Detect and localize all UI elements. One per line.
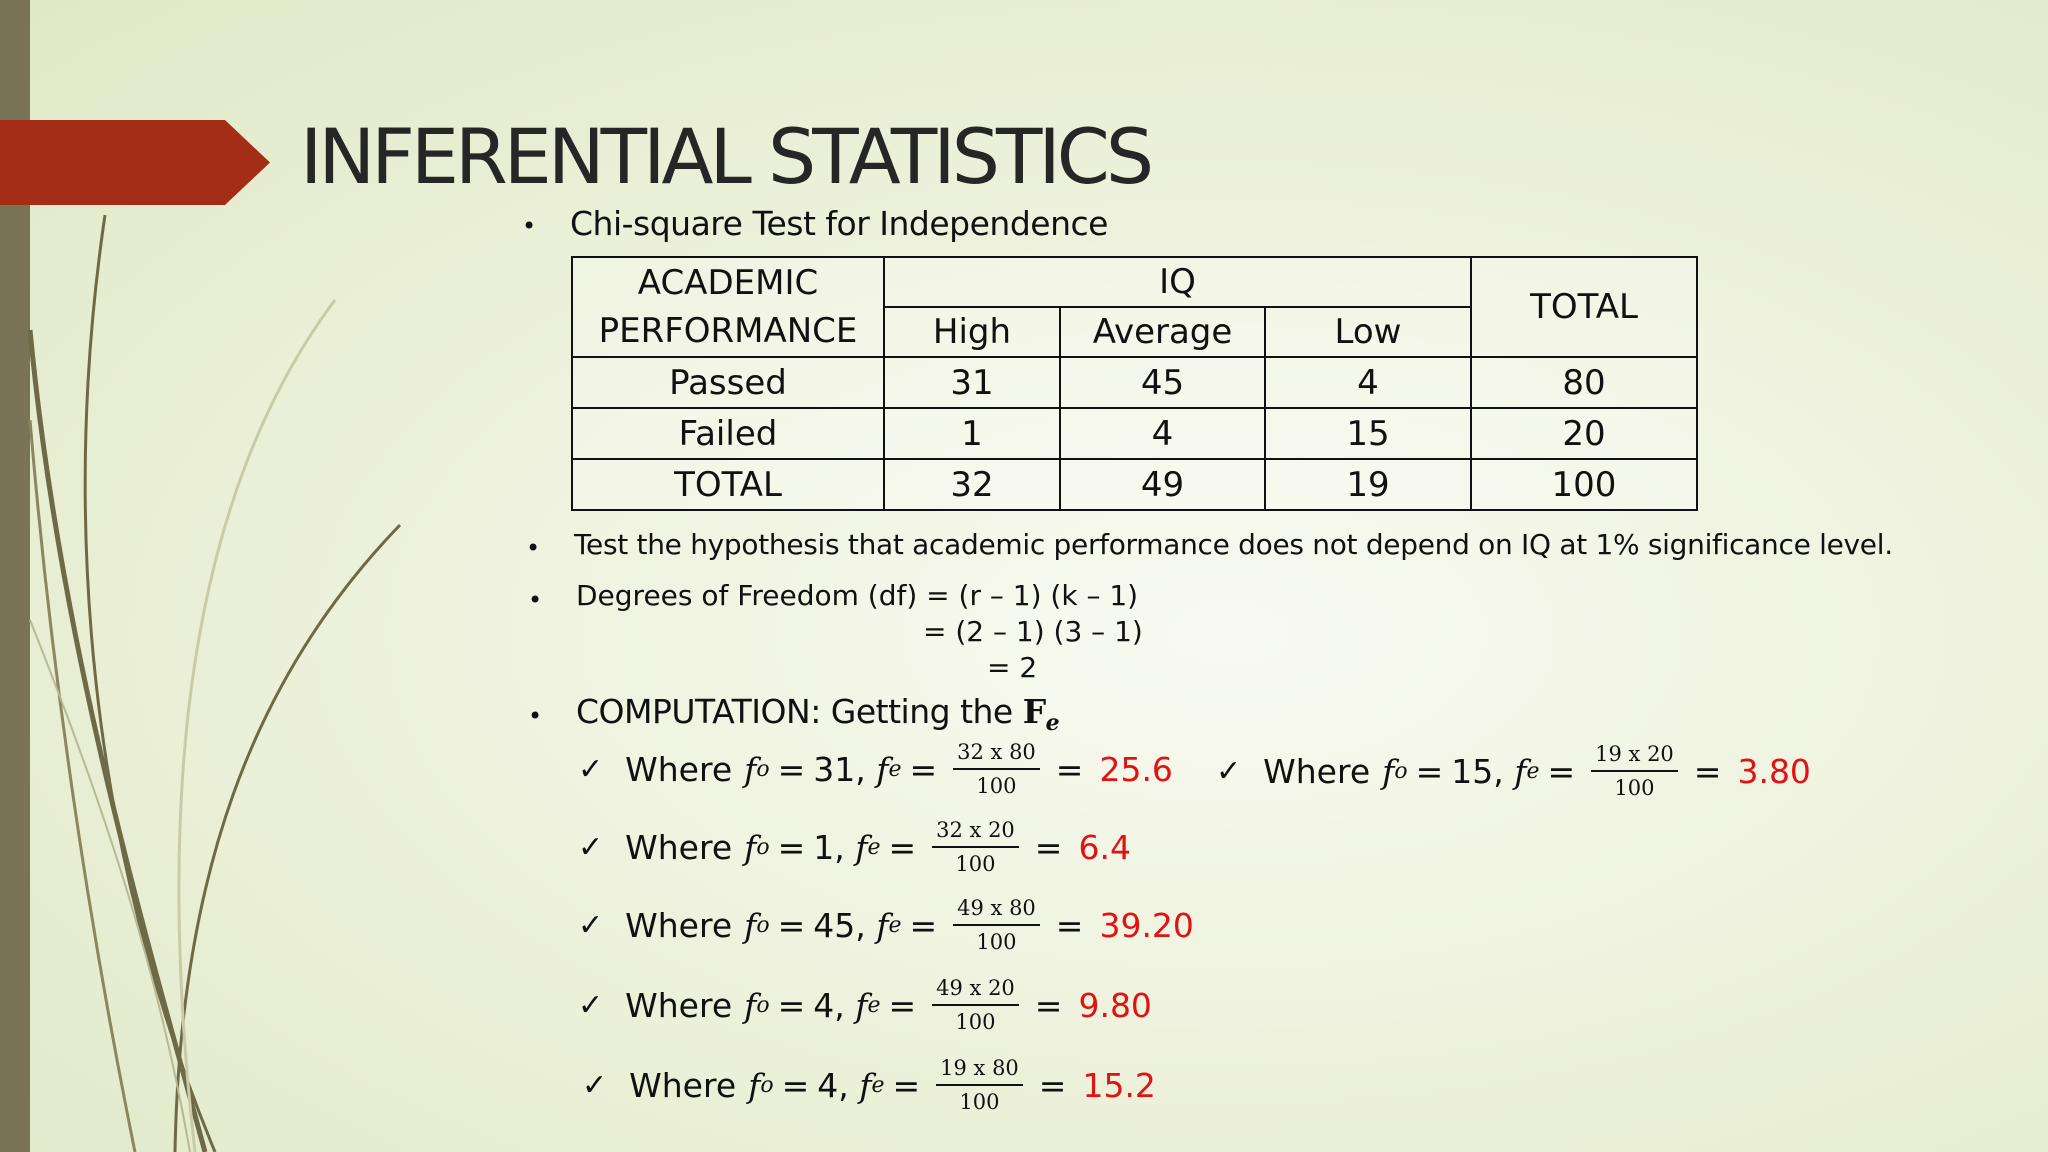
fo-symbol: f xyxy=(744,985,757,1025)
fraction-numerator: 19 x 20 xyxy=(1591,742,1678,772)
table-cell: 49 xyxy=(1060,459,1265,510)
df-line-1: Degrees of Freedom (df) = (r – 1) (k – 1) xyxy=(576,579,1139,612)
computation-row xyxy=(582,1056,1156,1114)
computation-row xyxy=(578,740,1173,798)
observed-frequency: 15 xyxy=(1451,751,1494,791)
computation-heading-text: COMPUTATION: Getting the xyxy=(576,692,1023,731)
contingency-table xyxy=(571,256,1698,511)
equals-sign: = xyxy=(892,1065,921,1105)
fo-symbol: f xyxy=(1382,751,1395,791)
equals-sign: = xyxy=(777,749,806,789)
df-line-3: = 2 xyxy=(987,651,1038,684)
equals-sign: = xyxy=(1034,827,1063,867)
equals-sign: = xyxy=(909,905,938,945)
fo-subscript: o xyxy=(756,834,770,860)
degrees-of-freedom xyxy=(576,578,1143,686)
equals-sign: = xyxy=(909,749,938,789)
fe-subscript: e xyxy=(888,912,902,938)
checkmark-icon: ✓ xyxy=(578,751,604,787)
fe-subscript: e xyxy=(1045,710,1060,736)
fraction-denominator: 100 xyxy=(1614,776,1655,800)
table-row xyxy=(572,459,1697,510)
bullet-dot: • xyxy=(522,212,537,240)
fraction-numerator: 49 x 80 xyxy=(953,896,1040,926)
fo-subscript: o xyxy=(760,1072,774,1098)
title-arrow-shape xyxy=(0,120,270,205)
comma: , xyxy=(855,905,877,945)
fe-subscript: e xyxy=(871,1072,885,1098)
table-cell: 4 xyxy=(1060,408,1265,459)
equals-sign: = xyxy=(777,985,806,1025)
expected-frequency-result: 9.80 xyxy=(1078,985,1152,1025)
fo-subscript: o xyxy=(756,912,770,938)
checkmark-icon: ✓ xyxy=(578,829,604,865)
row-label: TOTAL xyxy=(572,459,884,510)
hypothesis-text: Test the hypothesis that academic performance does not depend on IQ at 1% significance level. xyxy=(574,528,1893,561)
table-row xyxy=(572,408,1697,459)
computation-row xyxy=(578,896,1194,954)
row-label: Passed xyxy=(572,357,884,408)
fraction-numerator: 49 x 20 xyxy=(932,976,1019,1006)
computation-heading xyxy=(576,692,1059,736)
fe-symbol: f xyxy=(1514,751,1527,791)
column-header: Low xyxy=(1265,307,1471,357)
fraction-denominator: 100 xyxy=(955,1010,996,1034)
fe-symbol: F xyxy=(1022,692,1046,731)
computation-row xyxy=(578,818,1131,876)
fraction xyxy=(1591,742,1678,800)
fe-subscript: e xyxy=(888,756,902,782)
table-row xyxy=(572,357,1697,408)
column-header: Average xyxy=(1060,307,1265,357)
comma: , xyxy=(834,827,856,867)
fraction xyxy=(932,976,1019,1034)
fe-symbol: f xyxy=(855,827,868,867)
computation-row xyxy=(1216,742,1811,800)
fo-subscript: o xyxy=(1394,758,1408,784)
row-total: 20 xyxy=(1471,408,1697,459)
fraction-numerator: 32 x 20 xyxy=(932,818,1019,848)
equals-sign: = xyxy=(1547,751,1576,791)
row-total: 100 xyxy=(1471,459,1697,510)
observed-frequency: 45 xyxy=(813,905,856,945)
df-line-2: = (2 – 1) (3 – 1) xyxy=(923,615,1143,648)
equals-sign: = xyxy=(777,905,806,945)
equals-sign: = xyxy=(777,827,806,867)
fe-subscript: e xyxy=(867,834,881,860)
corner-line-2: PERFORMANCE xyxy=(598,311,858,351)
table-cell: 4 xyxy=(1265,357,1471,408)
comma: , xyxy=(1493,751,1515,791)
table-cell: 19 xyxy=(1265,459,1471,510)
slide-title: INFERENTIAL STATISTICS xyxy=(300,112,1151,201)
fraction-denominator: 100 xyxy=(976,774,1017,798)
row-label: Failed xyxy=(572,408,884,459)
where-label: Where xyxy=(625,749,733,789)
bullet-dot: • xyxy=(528,702,543,730)
fo-symbol: f xyxy=(744,905,757,945)
fraction-denominator: 100 xyxy=(976,930,1017,954)
table-cell: 15 xyxy=(1265,408,1471,459)
column-header: High xyxy=(884,307,1060,357)
expected-frequency-result: 39.20 xyxy=(1099,905,1194,945)
fo-subscript: o xyxy=(756,756,770,782)
fraction-numerator: 19 x 80 xyxy=(936,1056,1023,1086)
total-column-header: TOTAL xyxy=(1471,257,1697,357)
equals-sign: = xyxy=(1693,751,1722,791)
comma: , xyxy=(838,1065,860,1105)
where-label: Where xyxy=(625,985,733,1025)
fo-symbol: f xyxy=(744,827,757,867)
checkmark-icon: ✓ xyxy=(578,907,604,943)
fe-symbol: f xyxy=(855,985,868,1025)
fe-symbol: f xyxy=(876,749,889,789)
fraction xyxy=(932,818,1019,876)
fo-symbol: f xyxy=(748,1065,761,1105)
fe-symbol: f xyxy=(876,905,889,945)
table-cell: 32 xyxy=(884,459,1060,510)
equals-sign: = xyxy=(888,827,917,867)
observed-frequency: 4 xyxy=(813,985,835,1025)
equals-sign: = xyxy=(1415,751,1444,791)
iq-group-header: IQ xyxy=(884,257,1471,307)
expected-frequency-result: 3.80 xyxy=(1737,751,1811,791)
checkmark-icon: ✓ xyxy=(1216,753,1242,789)
checkmark-icon: ✓ xyxy=(578,987,604,1023)
equals-sign: = xyxy=(1034,985,1063,1025)
equals-sign: = xyxy=(781,1065,810,1105)
comma: , xyxy=(855,749,877,789)
fraction xyxy=(953,896,1040,954)
subheading: Chi-square Test for Independence xyxy=(570,204,1108,243)
where-label: Where xyxy=(629,1065,737,1105)
bullet-dot: • xyxy=(528,586,543,614)
checkmark-icon: ✓ xyxy=(582,1067,608,1103)
fe-subscript: e xyxy=(1526,758,1540,784)
observed-frequency: 4 xyxy=(817,1065,839,1105)
fraction-numerator: 32 x 80 xyxy=(953,740,1040,770)
computation-row xyxy=(578,976,1152,1034)
expected-frequency-result: 25.6 xyxy=(1099,749,1173,789)
fraction xyxy=(936,1056,1023,1114)
fraction-denominator: 100 xyxy=(959,1090,1000,1114)
where-label: Where xyxy=(1263,751,1371,791)
fe-symbol: f xyxy=(859,1065,872,1105)
where-label: Where xyxy=(625,905,733,945)
expected-frequency-result: 15.2 xyxy=(1082,1065,1156,1105)
equals-sign: = xyxy=(888,985,917,1025)
fraction-denominator: 100 xyxy=(955,852,996,876)
comma: , xyxy=(834,985,856,1025)
bullet-dot: • xyxy=(526,534,541,562)
fo-subscript: o xyxy=(756,992,770,1018)
corner-line-1: ACADEMIC xyxy=(637,263,819,303)
equals-sign: = xyxy=(1038,1065,1067,1105)
table-corner-header xyxy=(572,257,884,357)
row-total: 80 xyxy=(1471,357,1697,408)
equals-sign: = xyxy=(1055,749,1084,789)
fe-subscript: e xyxy=(867,992,881,1018)
observed-frequency: 31 xyxy=(813,749,856,789)
fo-symbol: f xyxy=(744,749,757,789)
table-cell: 1 xyxy=(884,408,1060,459)
table-cell: 45 xyxy=(1060,357,1265,408)
table-cell: 31 xyxy=(884,357,1060,408)
observed-frequency: 1 xyxy=(813,827,835,867)
equals-sign: = xyxy=(1055,905,1084,945)
fraction xyxy=(953,740,1040,798)
where-label: Where xyxy=(625,827,733,867)
expected-frequency-result: 6.4 xyxy=(1078,827,1131,867)
